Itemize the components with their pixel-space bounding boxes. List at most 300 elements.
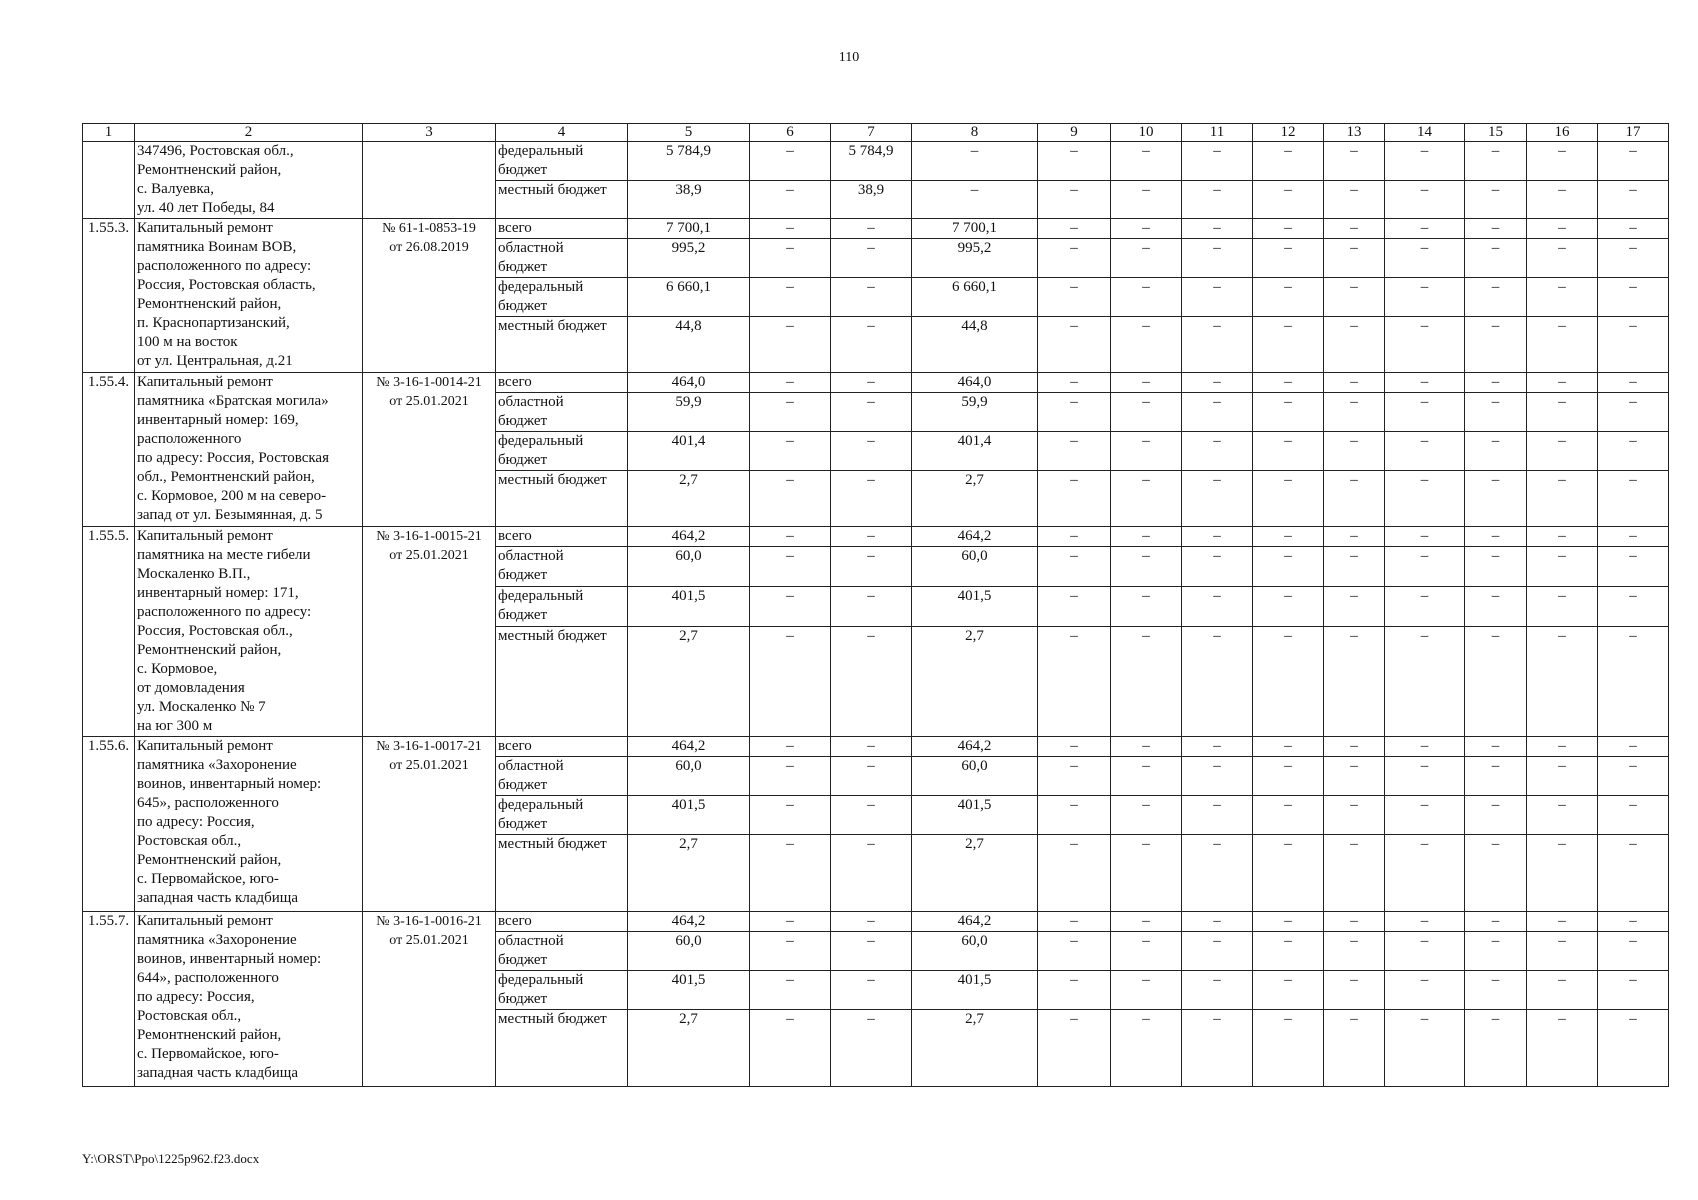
value-cell: – (1111, 912, 1182, 932)
item-number (83, 142, 135, 219)
value-cell: – (831, 796, 912, 835)
description-line: с. Первомайское, юго- (137, 871, 279, 887)
value-cell: – (1182, 547, 1253, 587)
value-cell: – (750, 835, 831, 912)
item-description (135, 142, 363, 219)
funding-source-line: бюджет (498, 162, 548, 178)
table-row (83, 142, 1669, 181)
value-cell: – (1253, 317, 1324, 373)
value-cell: – (1038, 471, 1111, 527)
value-cell: 44,8 (912, 317, 1038, 373)
description-line: 100 м на восток (137, 334, 238, 350)
funding-source-line: местный бюджет (498, 628, 607, 645)
document-line: от 25.01.2021 (389, 394, 469, 409)
value-cell: – (1111, 393, 1182, 432)
column-header: 15 (1465, 124, 1527, 142)
value-cell: – (1527, 971, 1598, 1010)
value-cell: – (831, 932, 912, 971)
column-header: 4 (496, 124, 628, 142)
value-cell: – (831, 1010, 912, 1087)
footer-file-path: Y:\ORST\Ppo\1225p962.f23.docx (82, 1151, 260, 1166)
value-cell: – (1598, 142, 1669, 181)
value-cell: – (1324, 278, 1385, 317)
column-header: 14 (1385, 124, 1465, 142)
funding-source (496, 1010, 628, 1087)
value-cell: – (1385, 278, 1465, 317)
funding-source-line: бюджет (498, 952, 548, 968)
description-line: Россия, Ростовская область, (137, 277, 316, 293)
value-cell: – (1111, 432, 1182, 471)
item-document (363, 142, 496, 219)
funding-source (496, 239, 628, 278)
value-cell: 464,0 (912, 373, 1038, 393)
description-line: расположенного по адресу: (137, 258, 312, 274)
value-cell: – (1465, 278, 1527, 317)
value-cell: – (750, 527, 831, 547)
value-cell: – (1038, 1010, 1111, 1087)
value-cell: – (1111, 1010, 1182, 1087)
value-cell: – (1182, 912, 1253, 932)
value-cell: – (750, 373, 831, 393)
value-cell: – (750, 627, 831, 737)
value-cell: – (1111, 932, 1182, 971)
item-description (135, 373, 363, 527)
budget-table (82, 123, 1669, 1087)
funding-source (496, 587, 628, 627)
value-cell: 464,2 (628, 737, 750, 757)
value-cell: – (1598, 627, 1669, 737)
funding-source-line: всего (498, 738, 532, 754)
value-cell: – (750, 912, 831, 932)
value-cell: – (1253, 627, 1324, 737)
value-cell: – (1465, 393, 1527, 432)
value-cell: – (1038, 373, 1111, 393)
value-cell: – (1465, 527, 1527, 547)
value-cell: – (1324, 912, 1385, 932)
value-cell: – (1465, 971, 1527, 1010)
value-cell: – (1465, 932, 1527, 971)
value-cell: – (1385, 547, 1465, 587)
value-cell: – (1598, 278, 1669, 317)
description-line: западная часть кладбища (137, 1065, 298, 1081)
value-cell: – (1038, 239, 1111, 278)
value-cell: – (1182, 317, 1253, 373)
column-header: 7 (831, 124, 912, 142)
value-cell: – (1385, 587, 1465, 627)
value-cell: – (1038, 527, 1111, 547)
value-cell: – (1324, 971, 1385, 1010)
column-header: 13 (1324, 124, 1385, 142)
description-line: Россия, Ростовская обл., (137, 623, 293, 639)
value-cell: 60,0 (628, 547, 750, 587)
value-cell: – (1598, 796, 1669, 835)
description-line: обл., Ремонтненский район, (137, 469, 315, 485)
value-cell: – (831, 587, 912, 627)
item-number: 1.55.4. (83, 373, 135, 527)
value-cell: – (1182, 737, 1253, 757)
value-cell: – (750, 932, 831, 971)
description-line: с. Кормовое, 200 м на северо- (137, 488, 327, 504)
value-cell: – (1527, 219, 1598, 239)
description-line: с. Кормовое, (137, 661, 218, 677)
value-cell: – (1527, 527, 1598, 547)
value-cell: – (1527, 239, 1598, 278)
funding-source-line: бюджет (498, 259, 548, 275)
value-cell: 401,4 (628, 432, 750, 471)
value-cell: – (1324, 239, 1385, 278)
description-line: памятника «Братская могила» (137, 393, 329, 409)
table-row (83, 912, 1669, 932)
value-cell: – (1598, 737, 1669, 757)
description-line: воинов, инвентарный номер: (137, 951, 322, 967)
value-cell: – (1038, 547, 1111, 587)
value-cell: – (1465, 142, 1527, 181)
value-cell: – (1111, 757, 1182, 796)
value-cell: – (1324, 737, 1385, 757)
value-cell: – (1465, 627, 1527, 737)
value-cell: – (1527, 471, 1598, 527)
value-cell: – (1385, 527, 1465, 547)
item-number: 1.55.5. (83, 527, 135, 737)
value-cell: – (1598, 757, 1669, 796)
value-cell: – (1182, 181, 1253, 219)
value-cell: – (831, 737, 912, 757)
value-cell: – (1182, 932, 1253, 971)
value-cell: – (1253, 142, 1324, 181)
funding-source (496, 912, 628, 932)
value-cell: – (1182, 219, 1253, 239)
value-cell: – (831, 757, 912, 796)
description-line: Капитальный ремонт (137, 738, 273, 754)
value-cell: – (750, 219, 831, 239)
column-header: 3 (363, 124, 496, 142)
description-line: инвентарный номер: 169, (137, 412, 299, 428)
value-cell: – (1111, 971, 1182, 1010)
value-cell: – (1038, 835, 1111, 912)
value-cell: – (750, 278, 831, 317)
value-cell: – (1111, 737, 1182, 757)
value-cell: – (1253, 737, 1324, 757)
value-cell: – (1465, 373, 1527, 393)
description-line: 645», расположенного (137, 795, 279, 811)
value-cell: – (1111, 181, 1182, 219)
value-cell: – (750, 587, 831, 627)
description-line: Капитальный ремонт (137, 220, 273, 236)
value-cell: – (1324, 317, 1385, 373)
value-cell: 59,9 (628, 393, 750, 432)
value-cell: – (1465, 239, 1527, 278)
value-cell: – (1253, 527, 1324, 547)
value-cell: – (750, 393, 831, 432)
table-row (83, 527, 1669, 547)
value-cell: – (1527, 317, 1598, 373)
header-row (83, 124, 1669, 142)
value-cell: – (1465, 796, 1527, 835)
value-cell: 6 660,1 (912, 278, 1038, 317)
funding-source-line: местный бюджет (498, 1011, 607, 1027)
funding-source-line: федеральный (498, 279, 584, 295)
funding-source-line: бюджет (498, 452, 548, 468)
value-cell: – (1385, 757, 1465, 796)
value-cell: – (1182, 373, 1253, 393)
column-header: 12 (1253, 124, 1324, 142)
value-cell: – (1038, 971, 1111, 1010)
description-line: Капитальный ремонт (137, 913, 273, 929)
value-cell: – (831, 219, 912, 239)
value-cell: – (1111, 527, 1182, 547)
column-header: 10 (1111, 124, 1182, 142)
value-cell: – (831, 373, 912, 393)
value-cell: – (1324, 373, 1385, 393)
description-line: запад от ул. Безымянная, д. 5 (137, 507, 323, 523)
value-cell: – (831, 393, 912, 432)
value-cell: – (1598, 471, 1669, 527)
value-cell: – (1253, 587, 1324, 627)
item-document (363, 527, 496, 737)
value-cell: – (1038, 912, 1111, 932)
description-line: Москаленко В.П., (137, 566, 251, 582)
value-cell: – (1038, 278, 1111, 317)
value-cell: – (1253, 239, 1324, 278)
value-cell: 2,7 (912, 1010, 1038, 1087)
value-cell: 38,9 (628, 181, 750, 219)
value-cell: – (1385, 219, 1465, 239)
value-cell: – (1465, 547, 1527, 587)
value-cell: – (1324, 432, 1385, 471)
value-cell: – (912, 142, 1038, 181)
value-cell: – (1253, 219, 1324, 239)
column-header: 6 (750, 124, 831, 142)
value-cell: – (1182, 971, 1253, 1010)
table-row (83, 737, 1669, 757)
value-cell: – (1182, 239, 1253, 278)
value-cell: – (1253, 278, 1324, 317)
item-document (363, 373, 496, 527)
value-cell: – (1111, 547, 1182, 587)
value-cell: – (831, 835, 912, 912)
funding-source (496, 373, 628, 393)
value-cell: – (1038, 432, 1111, 471)
value-cell: 44,8 (628, 317, 750, 373)
description-line: на юг 300 м (137, 718, 213, 734)
description-line: памятника на месте гибели (137, 547, 311, 563)
value-cell: – (1465, 181, 1527, 219)
value-cell: – (1038, 393, 1111, 432)
value-cell: – (1182, 835, 1253, 912)
value-cell: 7 700,1 (912, 219, 1038, 239)
value-cell: – (1385, 737, 1465, 757)
description-line: воинов, инвентарный номер: (137, 776, 322, 792)
value-cell: 6 660,1 (628, 278, 750, 317)
value-cell: – (750, 737, 831, 757)
funding-source-line: бюджет (498, 991, 548, 1007)
value-cell: 995,2 (912, 239, 1038, 278)
value-cell: 60,0 (912, 932, 1038, 971)
value-cell: – (750, 471, 831, 527)
value-cell: – (1253, 835, 1324, 912)
value-cell: – (1111, 627, 1182, 737)
value-cell: – (1038, 219, 1111, 239)
value-cell: – (1598, 547, 1669, 587)
funding-source-line: областной (498, 240, 564, 256)
value-cell: 60,0 (628, 757, 750, 796)
value-cell: – (1385, 1010, 1465, 1087)
value-cell: – (1598, 393, 1669, 432)
value-cell: – (1527, 737, 1598, 757)
description-line: западная часть кладбища (137, 890, 298, 906)
item-document (363, 737, 496, 912)
funding-source-line: федеральный (498, 972, 584, 988)
value-cell: – (1385, 181, 1465, 219)
description-line: расположенного по адресу: (137, 604, 312, 620)
value-cell: – (1111, 142, 1182, 181)
value-cell: – (1182, 627, 1253, 737)
value-cell: – (1385, 317, 1465, 373)
value-cell: – (1598, 932, 1669, 971)
value-cell: – (1253, 912, 1324, 932)
description-line: ул. Москаленко № 7 (137, 699, 266, 715)
value-cell: – (1253, 932, 1324, 971)
value-cell: – (1038, 737, 1111, 757)
value-cell: – (1038, 587, 1111, 627)
value-cell: – (1385, 627, 1465, 737)
value-cell: – (750, 142, 831, 181)
funding-source-line: всего (498, 374, 532, 390)
value-cell: – (1253, 547, 1324, 587)
funding-source-line: федеральный (498, 143, 584, 159)
value-cell: 464,2 (912, 737, 1038, 757)
item-description (135, 219, 363, 373)
value-cell: – (1527, 278, 1598, 317)
description-line: Ростовская обл., (137, 833, 242, 849)
value-cell: – (831, 627, 912, 737)
value-cell: – (831, 239, 912, 278)
value-cell: – (1038, 796, 1111, 835)
value-cell: – (1598, 912, 1669, 932)
value-cell: – (1038, 627, 1111, 737)
value-cell: – (1527, 373, 1598, 393)
value-cell: – (750, 971, 831, 1010)
document-line: № 61-1-0853-19 (382, 221, 476, 236)
value-cell: – (1324, 587, 1385, 627)
value-cell: – (750, 317, 831, 373)
value-cell: – (1111, 796, 1182, 835)
value-cell: – (1038, 142, 1111, 181)
value-cell: – (1385, 373, 1465, 393)
description-line: Капитальный ремонт (137, 528, 273, 544)
value-cell: 401,4 (912, 432, 1038, 471)
value-cell: – (1527, 547, 1598, 587)
document-line: № 3-16-1-0017-21 (376, 739, 482, 754)
value-cell: – (1598, 835, 1669, 912)
value-cell: – (1182, 278, 1253, 317)
description-line: 347496, Ростовская обл., (137, 143, 294, 159)
description-line: Ремонтненский район, (137, 642, 282, 658)
value-cell: – (1465, 757, 1527, 796)
value-cell: – (1111, 278, 1182, 317)
funding-source (496, 432, 628, 471)
description-line: от домовладения (137, 680, 245, 696)
funding-source-line: бюджет (498, 567, 548, 584)
value-cell: – (1111, 373, 1182, 393)
value-cell: – (1182, 527, 1253, 547)
value-cell: – (1465, 835, 1527, 912)
value-cell: 401,5 (628, 796, 750, 835)
value-cell: – (1385, 971, 1465, 1010)
value-cell: – (1324, 1010, 1385, 1087)
value-cell: – (1598, 1010, 1669, 1087)
description-line: Ремонтненский район, (137, 852, 282, 868)
value-cell: – (1385, 932, 1465, 971)
table-row (83, 373, 1669, 393)
value-cell: 60,0 (912, 547, 1038, 587)
value-cell: – (750, 547, 831, 587)
value-cell: – (1598, 971, 1669, 1010)
value-cell: – (1182, 1010, 1253, 1087)
funding-source (496, 181, 628, 219)
document-line: от 25.01.2021 (389, 933, 469, 948)
value-cell: – (1182, 142, 1253, 181)
value-cell: 5 784,9 (628, 142, 750, 181)
funding-source-line: областной (498, 548, 564, 565)
value-cell: – (1385, 835, 1465, 912)
funding-source-line: местный бюджет (498, 182, 607, 198)
value-cell: – (1385, 796, 1465, 835)
description-line: памятника «Захоронение (137, 757, 297, 773)
value-cell: 7 700,1 (628, 219, 750, 239)
funding-source-line: бюджет (498, 607, 548, 624)
item-number: 1.55.3. (83, 219, 135, 373)
funding-source (496, 796, 628, 835)
funding-source-line: бюджет (498, 777, 548, 793)
value-cell: – (1527, 142, 1598, 181)
description-line: инвентарный номер: 171, (137, 585, 299, 601)
value-cell: – (1598, 181, 1669, 219)
value-cell: – (1111, 317, 1182, 373)
value-cell: – (1253, 971, 1324, 1010)
value-cell: 38,9 (831, 181, 912, 219)
value-cell: – (750, 757, 831, 796)
page-number: 110 (838, 50, 860, 65)
description-line: Ростовская обл., (137, 1008, 242, 1024)
value-cell: – (831, 432, 912, 471)
value-cell: – (1182, 393, 1253, 432)
item-document (363, 219, 496, 373)
value-cell: – (1465, 432, 1527, 471)
value-cell: – (1324, 181, 1385, 219)
document-line: № 3-16-1-0014-21 (376, 375, 482, 390)
value-cell: 995,2 (628, 239, 750, 278)
value-cell: – (1182, 757, 1253, 796)
document-line: от 25.01.2021 (389, 758, 469, 773)
value-cell: 2,7 (628, 627, 750, 737)
funding-source-line: местный бюджет (498, 472, 607, 488)
value-cell: – (1253, 757, 1324, 796)
document-line: № 3-16-1-0015-21 (376, 529, 482, 544)
value-cell: – (831, 547, 912, 587)
value-cell: – (1465, 737, 1527, 757)
value-cell: – (1465, 317, 1527, 373)
description-line: Ремонтненский район, (137, 162, 282, 178)
funding-source-line: областной (498, 394, 564, 410)
value-cell: – (1527, 1010, 1598, 1087)
item-description (135, 912, 363, 1087)
funding-source-line: федеральный (498, 433, 584, 449)
funding-source-line: областной (498, 933, 564, 949)
value-cell: – (831, 317, 912, 373)
description-line: памятника Воинам ВОВ, (137, 239, 297, 255)
value-cell: – (1182, 796, 1253, 835)
